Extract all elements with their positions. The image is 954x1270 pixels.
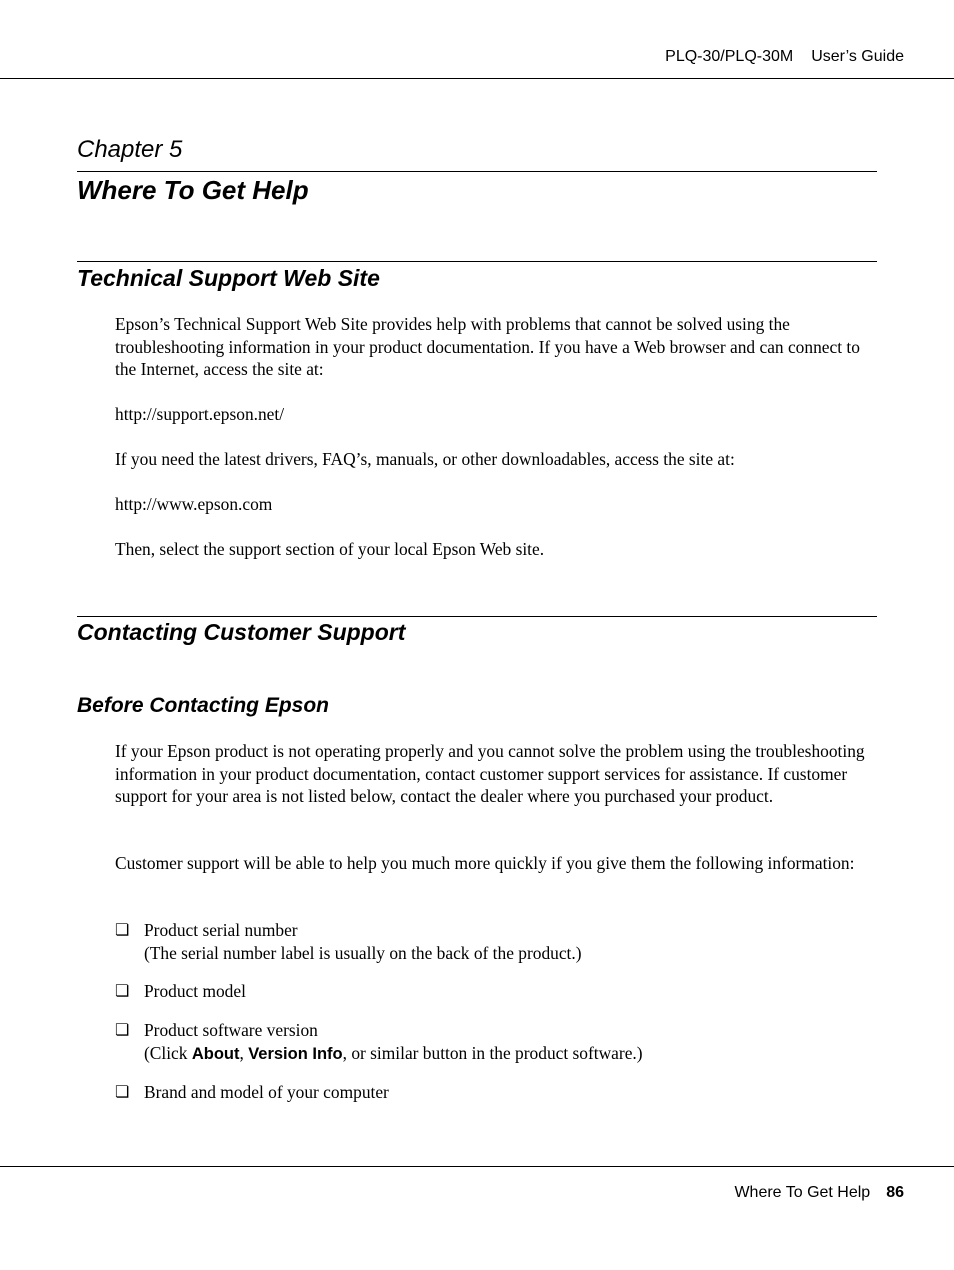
chapter-rule — [77, 171, 877, 172]
list-item-note — [144, 1042, 880, 1066]
list-item-text: Product software version — [144, 1020, 318, 1040]
running-header — [665, 48, 904, 66]
header-guide: User’s Guide — [811, 48, 904, 65]
header-model: PLQ-30/PLQ-30M — [665, 48, 794, 65]
note-prefix: (Click — [144, 1042, 192, 1063]
section-heading-customer-support: Contacting Customer Support — [77, 619, 406, 645]
note-suffix: , or similar button in the product software.) — [342, 1042, 643, 1063]
tech-support-paragraph-1: Epson’s Technical Support Web Site provides help with problems that cannot be solved using the troubleshooting information in your product documentation. If you have a Web browser and can connect to the Internet, access the site at: — [115, 314, 860, 379]
about-label: About — [191, 1044, 240, 1063]
customer-support-paragraph-2: Customer support will be able to help you much more quickly if you give them the following information: — [115, 853, 855, 873]
list-item-text: Product serial number — [144, 920, 298, 940]
section-rule-tech-support — [77, 261, 877, 262]
list-item — [144, 919, 880, 964]
checkbox-icon: ❏ — [115, 981, 130, 1000]
chapter-label: Chapter 5 — [77, 136, 183, 163]
note-separator: , — [239, 1042, 249, 1063]
section-heading-tech-support: Technical Support Web Site — [77, 265, 380, 291]
list-item-note: (The serial number label is usually on the back of the product.) — [144, 942, 582, 963]
list-item-text: Product model — [144, 981, 246, 1001]
page-number: 86 — [886, 1184, 904, 1201]
tech-support-paragraph-2: If you need the latest drivers, FAQ’s, manuals, or other downloadables, access the site at: — [115, 449, 735, 469]
checkbox-icon: ❏ — [115, 920, 130, 939]
running-footer — [734, 1184, 904, 1202]
list-item — [144, 1081, 880, 1104]
footer-rule — [0, 1166, 954, 1167]
list-item — [144, 1019, 880, 1065]
checkbox-icon: ❏ — [115, 1020, 130, 1039]
customer-support-paragraph-1: If your Epson product is not operating properly and you cannot solve the problem using the troubleshooting information in your product documentation, contact customer support services for assistance. If customer support for your area is not listed below, contact the dealer where you purchased your product. — [115, 741, 865, 806]
list-item — [144, 980, 880, 1003]
checkbox-icon: ❏ — [115, 1082, 130, 1101]
version-info-label: Version Info — [248, 1044, 343, 1063]
epson-url[interactable]: http://www.epson.com — [115, 494, 273, 514]
header-rule — [0, 78, 954, 79]
support-url[interactable]: http://support.epson.net/ — [115, 404, 285, 424]
subsection-heading-before-contacting: Before Contacting Epson — [77, 694, 330, 717]
tech-support-paragraph-3: Then, select the support section of your local Epson Web site. — [115, 539, 545, 559]
footer-section: Where To Get Help — [734, 1184, 871, 1201]
chapter-title: Where To Get Help — [77, 175, 309, 205]
list-item-text: Brand and model of your computer — [144, 1082, 389, 1102]
